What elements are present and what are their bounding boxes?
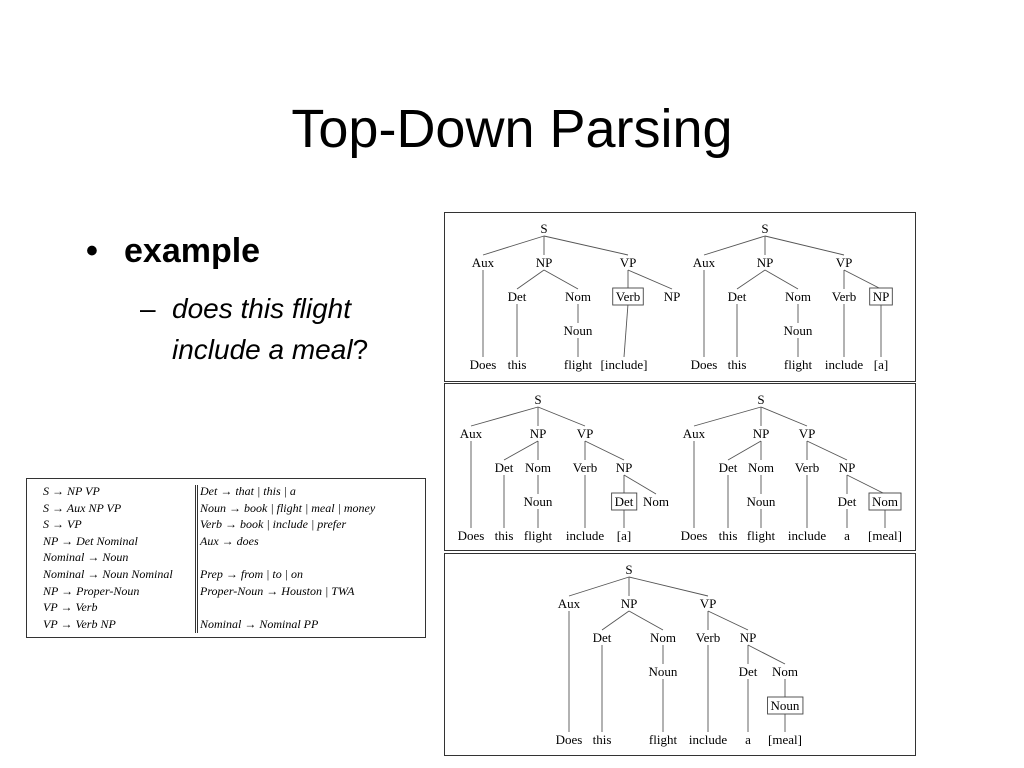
tree-node: Does xyxy=(690,357,718,372)
tree-node: flight xyxy=(783,357,813,372)
tree-edge xyxy=(504,441,538,460)
tree-node: [a] xyxy=(616,528,632,543)
tree-edge xyxy=(544,270,578,289)
tree-edge xyxy=(585,441,624,460)
tree-edge xyxy=(704,236,765,255)
tree-edge xyxy=(538,407,585,426)
grammar-rule-left: NP → Det Nominal xyxy=(43,533,138,548)
grammar-rule-right: Aux → does xyxy=(200,533,259,548)
tree-node: S xyxy=(540,221,548,236)
grammar-rule-right: Det → that | this | a xyxy=(200,484,296,498)
tree-node: Nom xyxy=(785,289,811,304)
tree-node: Does xyxy=(469,357,497,372)
tree-node: [a] xyxy=(873,357,889,372)
tree-node: Noun xyxy=(746,494,776,509)
tree-node: Aux xyxy=(459,426,483,441)
example-sentence: does this flight include a meal xyxy=(172,293,353,365)
tree-node: Noun xyxy=(523,494,553,509)
tree-node: Det xyxy=(494,460,514,475)
grammar-rule-left: S → VP xyxy=(43,517,82,532)
grammar-rule-left: VP → Verb NP xyxy=(43,616,116,631)
tree-edge xyxy=(847,475,885,494)
tree-node: Noun xyxy=(783,323,813,338)
tree-node: Nom xyxy=(772,664,798,679)
tree-edge xyxy=(708,611,748,630)
tree-node: Det xyxy=(837,494,857,509)
tree-edge xyxy=(483,236,544,255)
tree-node: include xyxy=(787,528,827,543)
tree-edge xyxy=(544,236,628,255)
tree-node: Aux xyxy=(682,426,706,441)
question-mark: ? xyxy=(352,334,369,365)
slide-title: Top-Down Parsing xyxy=(291,99,733,159)
grammar-rule-right: Prep → from | to | on xyxy=(200,566,304,581)
parse-trees-svg-1 xyxy=(445,213,916,382)
tree-node: include xyxy=(824,357,864,372)
tree-node: Does xyxy=(555,732,583,747)
grammar-rules-box xyxy=(26,478,426,638)
tree-node: Det xyxy=(738,664,758,679)
tree-node: Det xyxy=(507,289,527,304)
tree-node: NP xyxy=(752,426,770,441)
tree-node: this xyxy=(727,357,747,372)
tree-node: VP xyxy=(835,255,853,270)
tree-edge xyxy=(728,441,761,460)
tree-edge xyxy=(517,270,544,289)
tree-edge xyxy=(471,407,538,426)
tree-node-highlighted: NP xyxy=(872,289,890,304)
tree-node: VP xyxy=(576,426,594,441)
tree-node: this xyxy=(718,528,738,543)
parse-tree-panel-1 xyxy=(444,212,916,382)
tree-node: a xyxy=(844,528,850,543)
tree-node: NP xyxy=(756,255,774,270)
tree-node: S xyxy=(625,562,633,577)
tree-node: Aux xyxy=(692,255,716,270)
tree-node: flight xyxy=(746,528,776,543)
grammar-rule-left: S → Aux NP VP xyxy=(43,500,122,515)
tree-node: NP xyxy=(620,596,638,611)
tree-edge xyxy=(694,407,761,426)
tree-node: Det xyxy=(718,460,738,475)
tree-node: S xyxy=(757,392,765,407)
tree-node: Does xyxy=(457,528,485,543)
tree-node: Nom xyxy=(525,460,551,475)
tree-edge xyxy=(844,270,881,289)
grammar-right-column xyxy=(200,483,375,632)
sub-bullet-dash: – xyxy=(140,293,156,324)
tree-node: NP xyxy=(739,630,757,645)
tree-edge xyxy=(737,270,765,289)
tree-node-highlighted: Nom xyxy=(872,494,898,509)
tree-node: a xyxy=(745,732,751,747)
tree-node: Nom xyxy=(565,289,591,304)
tree-node: Nom xyxy=(650,630,676,645)
tree-node: [meal] xyxy=(868,528,902,543)
bullet-example xyxy=(86,232,260,271)
tree-node: flight xyxy=(648,732,678,747)
tree-node: Verb xyxy=(794,460,820,475)
tree-node: include xyxy=(565,528,605,543)
tree-node: Det xyxy=(592,630,612,645)
tree-node: Noun xyxy=(563,323,593,338)
tree-edge xyxy=(765,270,798,289)
tree-node: NP xyxy=(529,426,547,441)
tree-node: Det xyxy=(727,289,747,304)
tree-node-highlighted: Noun xyxy=(770,698,800,713)
tree-node: flight xyxy=(563,357,593,372)
grammar-rule-left: VP → Verb xyxy=(43,600,98,615)
tree-node: flight xyxy=(523,528,553,543)
tree-edge xyxy=(761,407,807,426)
tree-node: Verb xyxy=(695,630,721,645)
grammar-rule-right xyxy=(200,549,375,566)
tree-edge xyxy=(629,577,708,596)
tree-node-highlighted: Det xyxy=(614,494,634,509)
sub-bullet-text xyxy=(172,288,412,370)
tree-edge xyxy=(629,611,663,630)
tree-node: this xyxy=(494,528,514,543)
grammar-rule-right: Noun → book | flight | meal | money xyxy=(200,500,376,515)
tree-edge xyxy=(602,611,629,630)
tree-node: Nom xyxy=(643,494,669,509)
bullet-label: example xyxy=(124,232,261,270)
tree-edge xyxy=(569,577,629,596)
grammar-rule-left: NP → Proper-Noun xyxy=(43,583,140,598)
grammar-double-separator xyxy=(195,485,198,633)
tree-edge xyxy=(624,304,628,357)
tree-node: NP xyxy=(838,460,856,475)
tree-node: NP xyxy=(615,460,633,475)
tree-node: S xyxy=(534,392,542,407)
tree-edge xyxy=(765,236,844,255)
tree-node: this xyxy=(592,732,612,747)
tree-node: this xyxy=(507,357,527,372)
parse-trees-svg-3 xyxy=(445,554,916,756)
tree-node: VP xyxy=(798,426,816,441)
grammar-left-column xyxy=(43,483,173,632)
grammar-rule-right: Verb → book | include | prefer xyxy=(200,517,347,532)
tree-node: VP xyxy=(699,596,717,611)
tree-node-highlighted: Verb xyxy=(615,289,641,304)
tree-edge xyxy=(628,270,672,289)
grammar-rule-left: Nominal → Noun Nominal xyxy=(43,566,173,581)
tree-node: include xyxy=(688,732,728,747)
tree-node: Nom xyxy=(748,460,774,475)
tree-node: [include] xyxy=(600,357,648,372)
tree-node: NP xyxy=(535,255,553,270)
grammar-rule-right xyxy=(200,599,375,616)
bullet-dot-icon: • xyxy=(86,232,98,270)
tree-edge xyxy=(624,475,656,494)
tree-node: Noun xyxy=(648,664,678,679)
grammar-rule-left: Nominal → Noun xyxy=(43,550,129,565)
tree-node: NP xyxy=(663,289,681,304)
tree-node: Does xyxy=(680,528,708,543)
tree-node: VP xyxy=(619,255,637,270)
tree-node: [meal] xyxy=(768,732,802,747)
parse-tree-panel-2 xyxy=(444,383,916,551)
parse-trees-svg-2 xyxy=(445,384,916,551)
tree-node: S xyxy=(761,221,769,236)
tree-node: Verb xyxy=(831,289,857,304)
tree-node: Aux xyxy=(471,255,495,270)
tree-node: Aux xyxy=(557,596,581,611)
grammar-rule-left: S → NP VP xyxy=(43,484,100,498)
grammar-rule-right: Proper-Noun → Houston | TWA xyxy=(200,583,355,598)
tree-node: Verb xyxy=(572,460,598,475)
tree-edge xyxy=(807,441,847,460)
parse-tree-panel-3 xyxy=(444,553,916,756)
tree-edge xyxy=(748,645,785,664)
grammar-rule-right: Nominal → Nominal PP xyxy=(200,616,319,631)
